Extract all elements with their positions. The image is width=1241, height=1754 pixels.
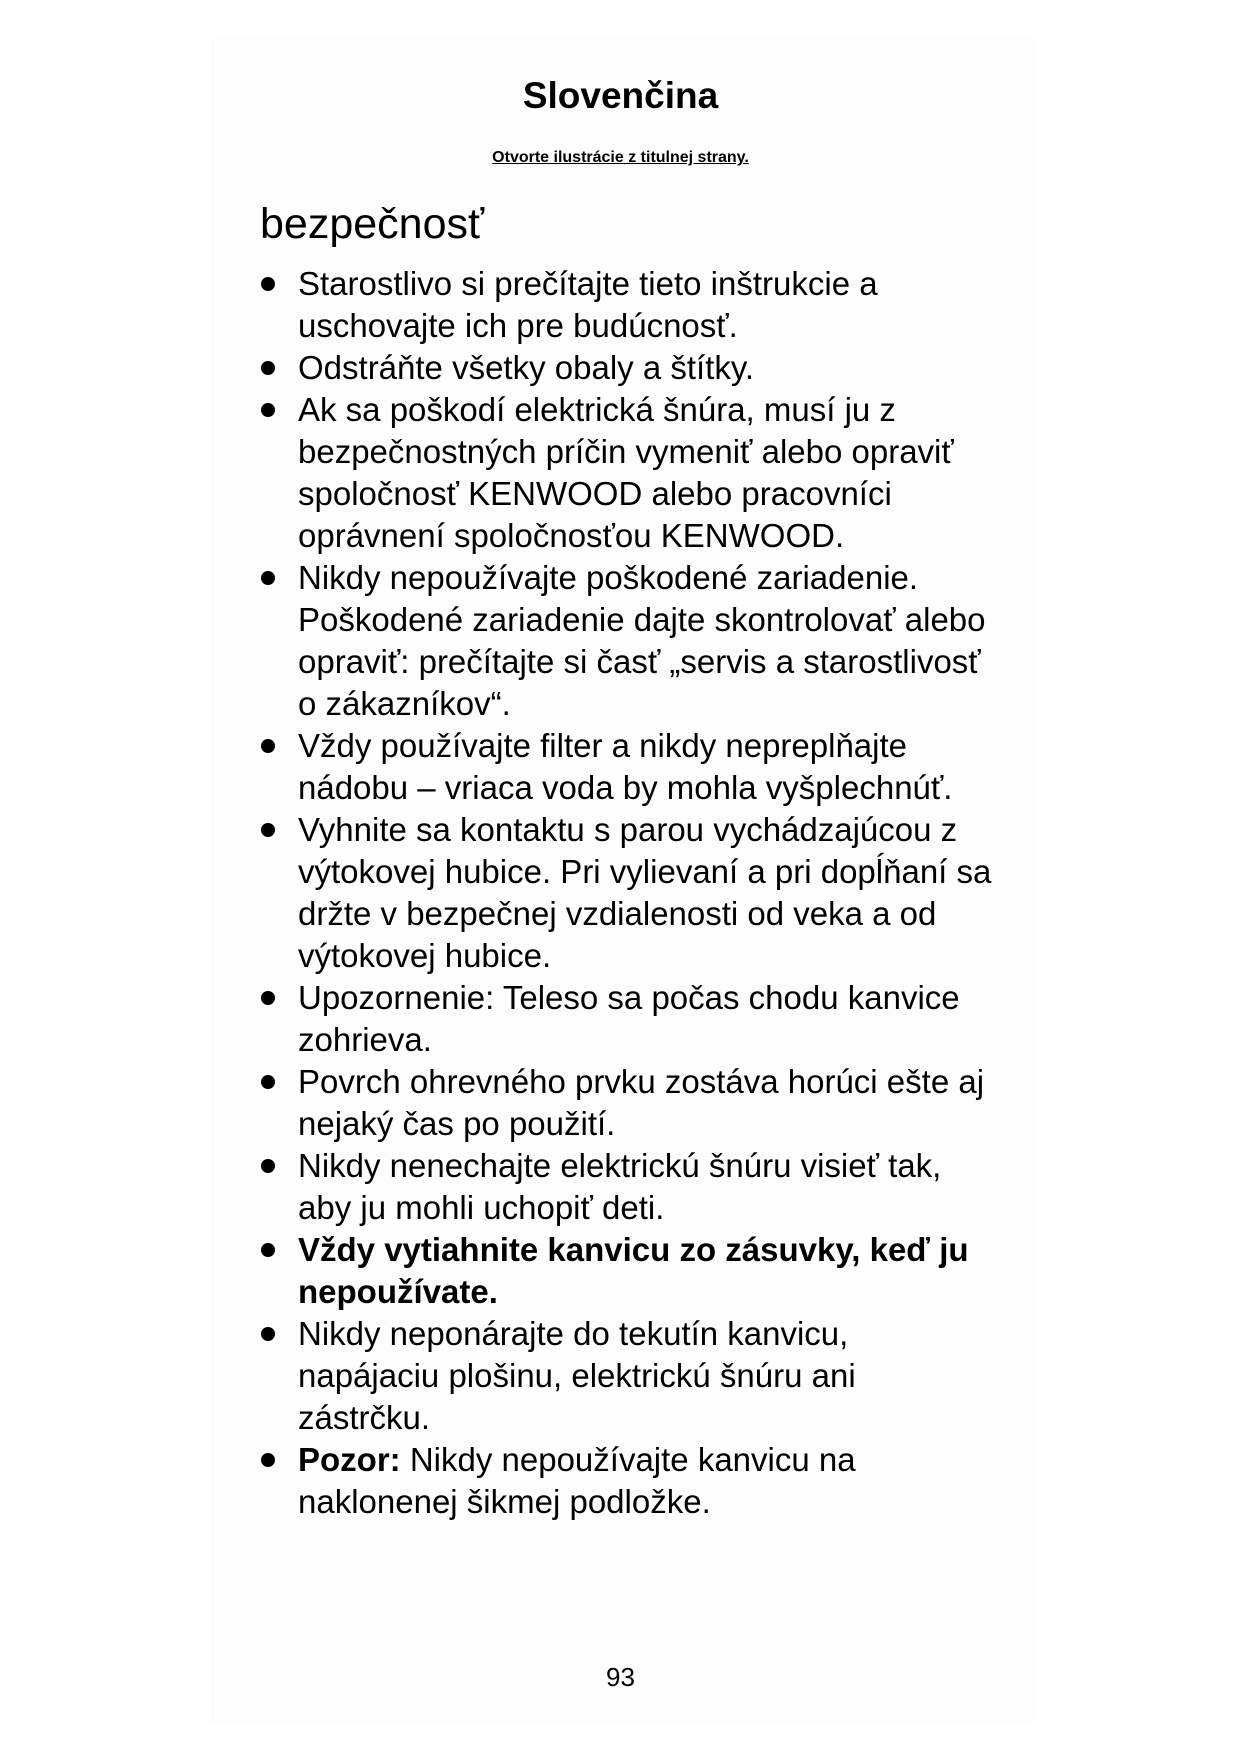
list-item (255, 1313, 995, 1439)
item-text: Nikdy neponárajte do tekutín kanvicu, napájaciu plošinu, elektrickú šnúru ani zástrčku. (298, 1315, 856, 1436)
item-text: Vyhnite sa kontaktu s parou vychádzajúcou z výtokovej hubice. Pri vylievaní a pri dopĺňaní sa držte v bezpečnej vzdialenosti od veka a od výtokovej hubice. (298, 811, 992, 974)
item-text: Odstráňte všetky obaly a štítky. (298, 349, 755, 386)
bullet-icon (261, 1075, 275, 1089)
item-text: Nikdy nenechajte elektrickú šnúru visieť tak, aby ju mohli uchopiť deti. (298, 1147, 942, 1226)
list-item (255, 977, 995, 1061)
bullet-icon (261, 1327, 275, 1341)
bullet-icon (261, 1243, 275, 1257)
list-item (255, 725, 995, 809)
item-lead: Pozor: (298, 1441, 401, 1478)
list-item (255, 1439, 995, 1523)
list-item (255, 389, 995, 557)
list-item (255, 557, 995, 725)
bullet-icon (261, 277, 275, 291)
section-heading: bezpečnosť (260, 200, 485, 248)
page-title: Slovenčina (522, 75, 719, 116)
bullet-icon (261, 1453, 275, 1467)
list-item (255, 1061, 995, 1145)
item-text: Starostlivo si prečítajte tieto inštrukcie a uschovajte ich pre budúcnosť. (298, 265, 878, 344)
list-item (255, 1145, 995, 1229)
item-text: Nikdy nepoužívajte kanvicu na naklonenej šikmej podložke. (298, 1441, 856, 1520)
item-lead: Vždy vytiahnite kanvicu zo zásuvky, keď ju nepoužívate. (298, 1231, 969, 1310)
item-text: Nikdy nepoužívajte poškodené zariadenie. Poškodené zariadenie dajte skontrolovať alebo opraviť: prečítajte si časť „servis a starostlivosť o zákazníkov“. (298, 559, 986, 722)
item-text: Upozornenie: Teleso sa počas chodu kanvice zohrieva. (298, 979, 960, 1058)
list-item (255, 263, 995, 347)
bullet-icon (261, 739, 275, 753)
bullet-icon (261, 403, 275, 417)
subtitle: Otvorte ilustrácie z titulnej strany. (492, 149, 749, 166)
item-text: Ak sa poškodí elektrická šnúra, musí ju z bezpečnostných príčin vymeniť alebo opraviť spoločnosť KENWOOD alebo pracovníci oprávnení spoločnosťou KENWOOD. (298, 391, 954, 554)
item-text: Vždy používajte filter a nikdy nepreplňajte nádobu – vriaca voda by mohla vyšplechnúť. (298, 727, 953, 806)
bullet-icon (261, 823, 275, 837)
list-item (255, 1229, 995, 1313)
bullet-icon (261, 361, 275, 375)
page-number: 93 (606, 1662, 635, 1692)
bullet-icon (261, 571, 275, 585)
item-text: Povrch ohrevného prvku zostáva horúci ešte aj nejaký čas po použití. (298, 1063, 985, 1142)
safety-list (255, 263, 995, 1523)
bullet-icon (261, 1159, 275, 1173)
list-item (255, 347, 995, 389)
bullet-icon (261, 991, 275, 1005)
list-item (255, 809, 995, 977)
